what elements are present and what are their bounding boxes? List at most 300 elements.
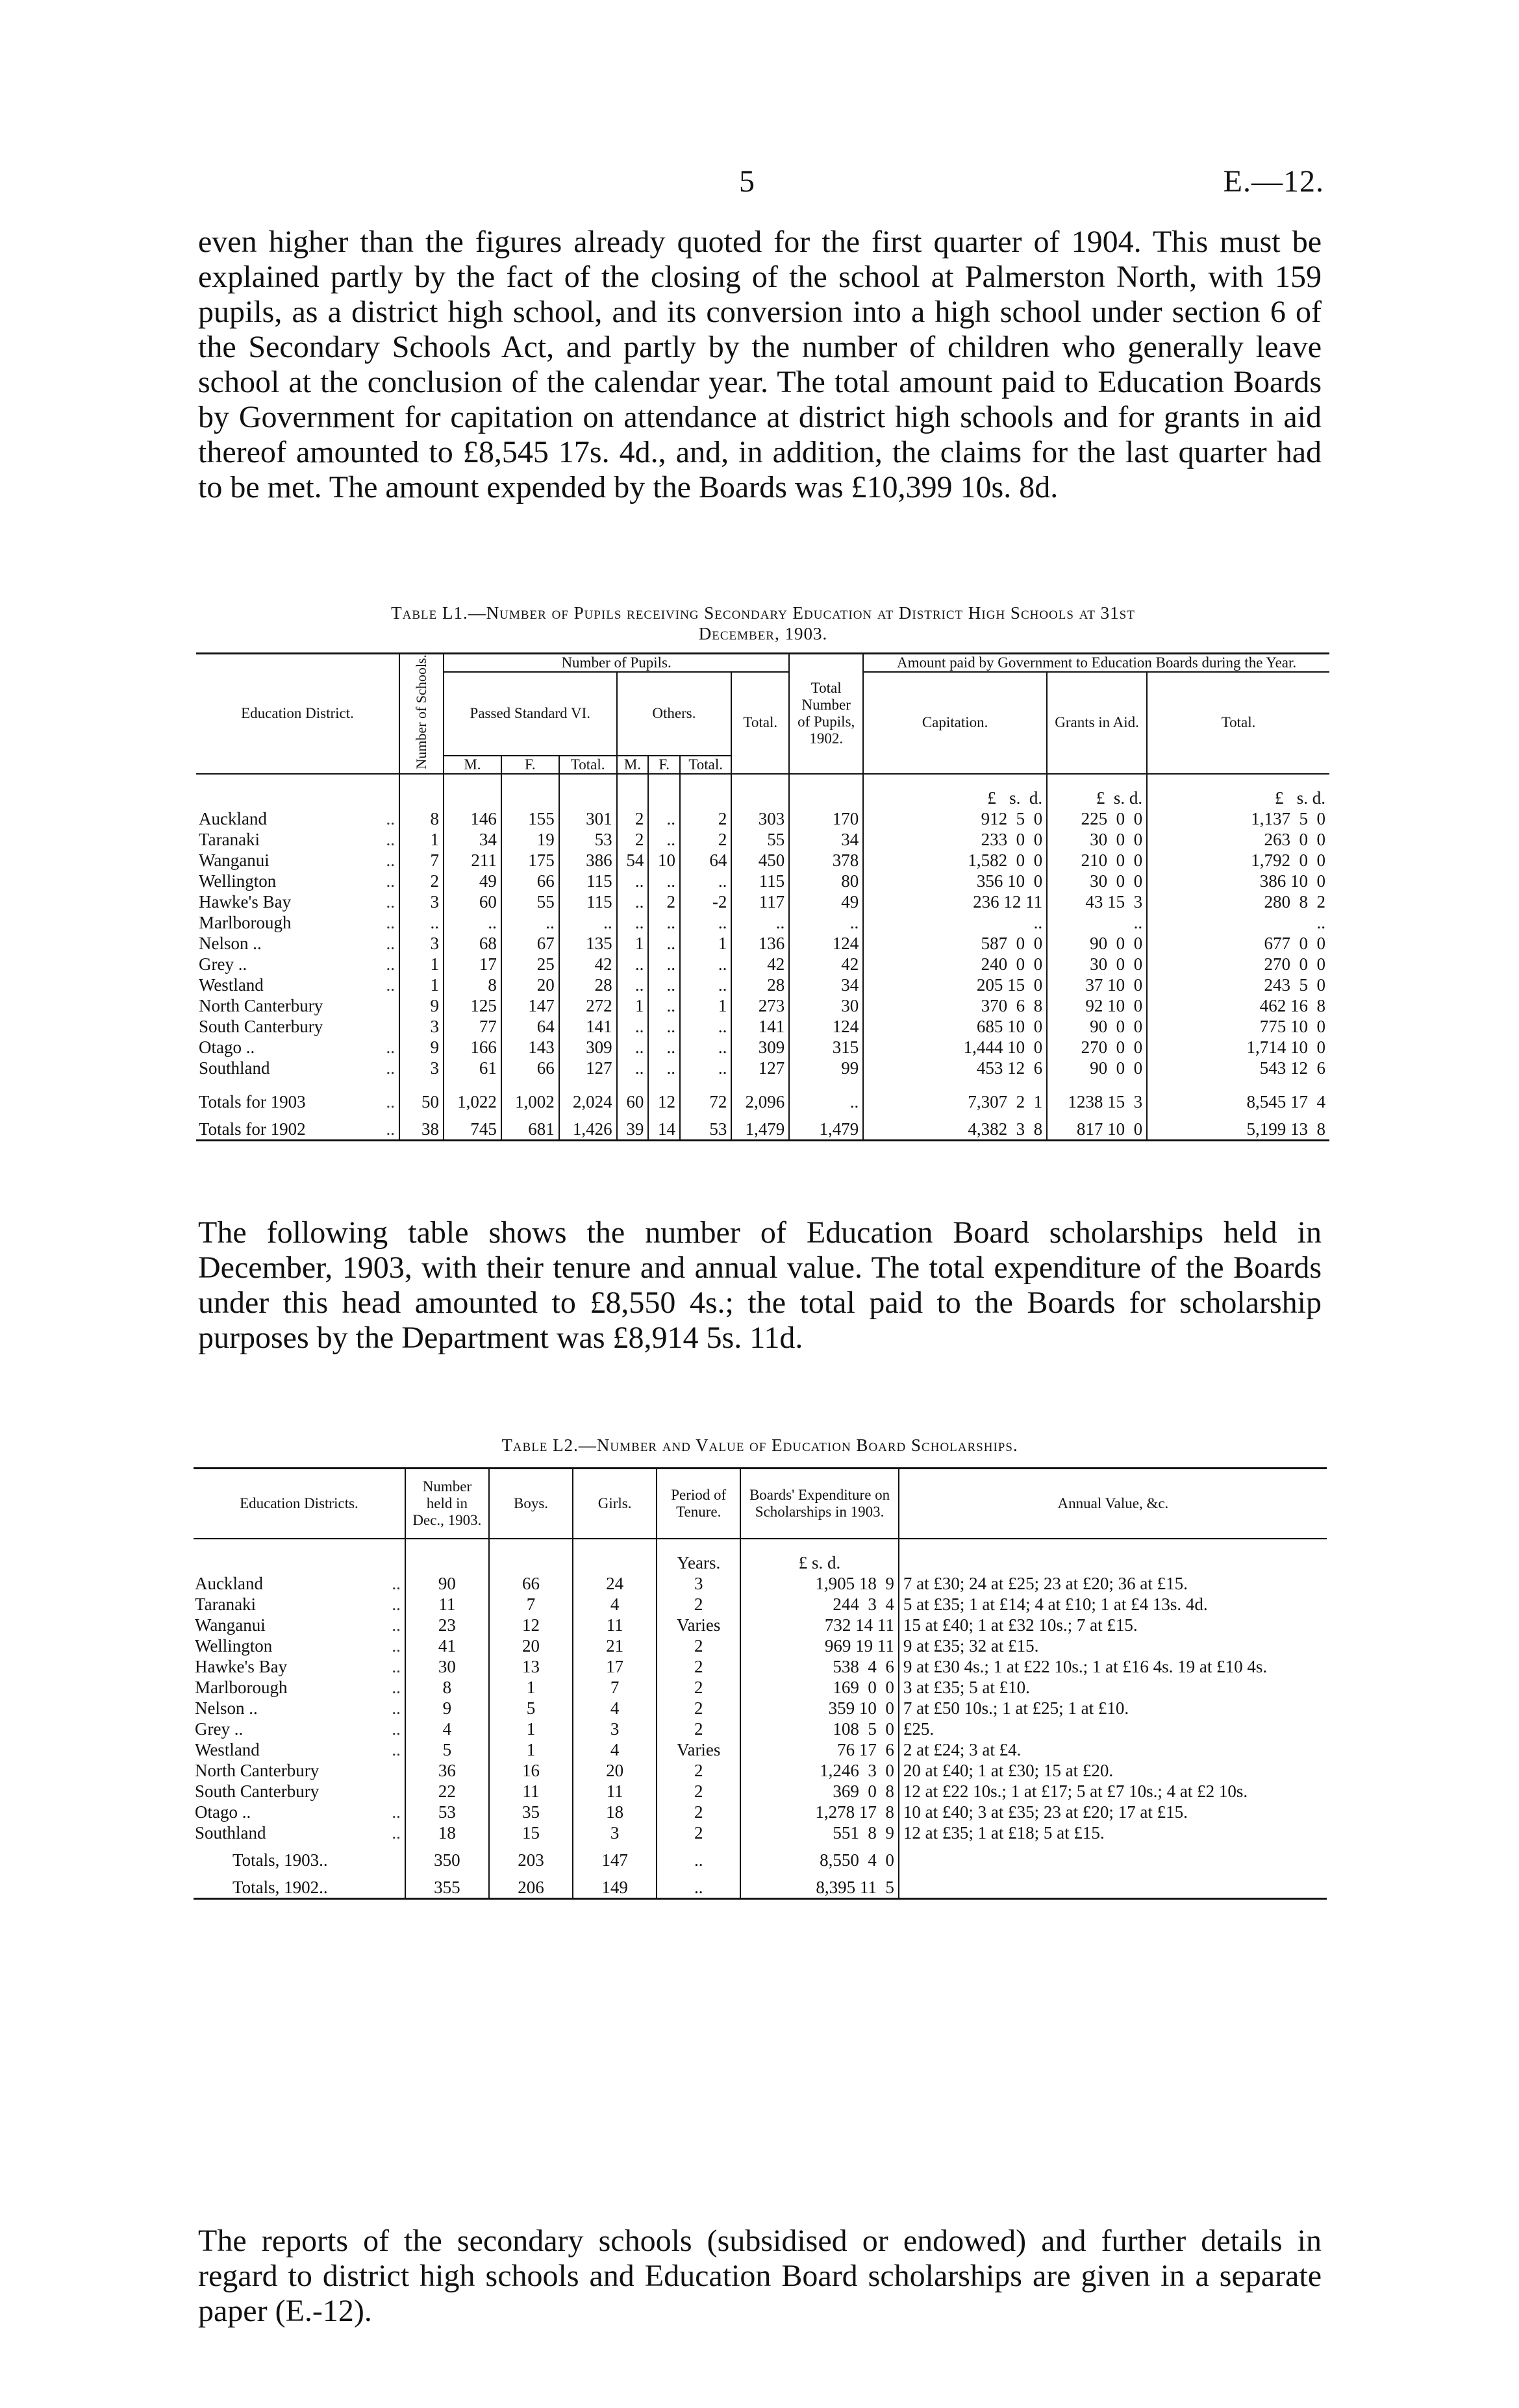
girls: 3	[573, 1719, 657, 1739]
annual-value: 12 at £35; 1 at £18; 5 at £15.	[899, 1822, 1327, 1843]
total: 141	[731, 1016, 789, 1037]
tenure: ..	[657, 1843, 740, 1870]
passed-m: 61	[444, 1058, 501, 1078]
col-number-of-pupils: Number of Pupils.	[444, 654, 789, 673]
others-m: 2	[617, 829, 649, 850]
passed-total: 2,024	[559, 1078, 617, 1112]
passed-m: 17	[444, 954, 501, 974]
number-held: 355	[405, 1870, 489, 1899]
col-number-held: Number held in Dec., 1903.	[405, 1469, 489, 1539]
total-1902: 30	[789, 995, 863, 1016]
passed-m: 745	[444, 1112, 501, 1141]
number-held: 11	[405, 1594, 489, 1615]
number-held: 22	[405, 1781, 489, 1802]
others-total: -2	[680, 891, 731, 912]
annual-value: 10 at £40; 3 at £35; 23 at £20; 17 at £15.	[899, 1802, 1327, 1822]
capitation: 4,382 3 8	[863, 1112, 1047, 1141]
passed-m: 166	[444, 1037, 501, 1058]
schools: 7	[399, 850, 444, 871]
units-years: Years.	[657, 1539, 740, 1573]
total: 1,479	[731, 1112, 789, 1141]
others-f: ..	[648, 974, 680, 995]
others-m: ..	[617, 1037, 649, 1058]
tenure: 2	[657, 1656, 740, 1677]
district-name: Southland ..	[199, 1058, 395, 1078]
col-annual-value: Annual Value, &c.	[899, 1469, 1327, 1539]
table-row	[196, 933, 1329, 954]
number-held: 18	[405, 1822, 489, 1843]
passed-total: 28	[559, 974, 617, 995]
tenure: 2	[657, 1760, 740, 1781]
col-number-of-schools: Number of Schools.	[399, 654, 444, 774]
district-name: Marlborough ..	[199, 912, 395, 932]
expenditure: 1,905 18 9	[740, 1573, 899, 1594]
passed-total: 127	[559, 1058, 617, 1078]
annual-value: 3 at £35; 5 at £10.	[899, 1677, 1327, 1698]
table-row	[194, 1843, 1327, 1870]
col-boards-expenditure: Boards' Expenditure on Scholarships in 1903.	[740, 1469, 899, 1539]
passed-f: 19	[501, 829, 559, 850]
girls: 4	[573, 1594, 657, 1615]
schools: 1	[399, 954, 444, 974]
number-held: 41	[405, 1635, 489, 1656]
col-boys: Boys.	[489, 1469, 573, 1539]
tenure: 2	[657, 1594, 740, 1615]
passed-m: 8	[444, 974, 501, 995]
schools: 3	[399, 933, 444, 954]
total: 309	[731, 1037, 789, 1058]
table-row	[194, 1870, 1327, 1899]
expenditure: 8,395 11 5	[740, 1870, 899, 1899]
others-f: ..	[648, 954, 680, 974]
boys: 35	[489, 1802, 573, 1822]
others-total: 72	[680, 1078, 731, 1112]
others-m: ..	[617, 954, 649, 974]
district-name: North Canterbury	[195, 1761, 320, 1780]
girls: 4	[573, 1698, 657, 1719]
table-l1-caption-line2: December, 1903.	[698, 624, 828, 643]
girls: 149	[573, 1870, 657, 1899]
total-1902: 378	[789, 850, 863, 871]
tenure: Varies	[657, 1615, 740, 1635]
grants-in-aid: ..	[1047, 912, 1147, 933]
amount-total: 270 0 0	[1147, 954, 1329, 974]
grants-in-aid: 30 0 0	[1047, 829, 1147, 850]
passed-total: 53	[559, 829, 617, 850]
paragraph-intro: even higher than the figures already quoted for the first quarter of 1904. This must be explained partly by the fact of the closing of the school at Palmerston North, with 159 pupils, as a district high school, and its conversion into a high school under section 6 of the Secondary Schools Act, and partly by the number of children who generally leave school at the conclusion of the calendar year. The total amount paid to Education Boards by Government for capitation on attendance at district high schools and for grants in aid thereof amounted to £8,545 17s. 4d., and, in addition, the claims for the last quarter had to be met. The amount expended by the Boards was £10,399 10s. 8d.	[198, 225, 1322, 504]
girls: 20	[573, 1760, 657, 1781]
others-m: 1	[617, 933, 649, 954]
capitation: 685 10 0	[863, 1016, 1047, 1037]
total-1902: 34	[789, 829, 863, 850]
others-f: 12	[648, 1078, 680, 1112]
passed-f: 143	[501, 1037, 559, 1058]
expenditure: 1,278 17 8	[740, 1802, 899, 1822]
grants-in-aid: 225 0 0	[1047, 808, 1147, 829]
grants-in-aid: 30 0 0	[1047, 871, 1147, 891]
expenditure: 538 4 6	[740, 1656, 899, 1677]
annual-value: 9 at £30 4s.; 1 at £22 10s.; 1 at £16 4s. 19 at £10 4s.	[899, 1656, 1327, 1677]
grants-in-aid: 270 0 0	[1047, 1037, 1147, 1058]
district-name: Grey .. ..	[199, 954, 395, 974]
total-1902: 170	[789, 808, 863, 829]
capitation: 912 5 0	[863, 808, 1047, 829]
others-total: ..	[680, 954, 731, 974]
tenure: Varies	[657, 1739, 740, 1760]
table-row	[194, 1739, 1327, 1760]
total-1902: 42	[789, 954, 863, 974]
passed-total: 301	[559, 808, 617, 829]
col-girls: Girls.	[573, 1469, 657, 1539]
capitation: 370 6 8	[863, 995, 1047, 1016]
schools: 9	[399, 995, 444, 1016]
district-name: Marlborough ..	[195, 1678, 401, 1697]
table-l1	[196, 652, 1329, 1141]
district-name: Otago .. ..	[199, 1037, 395, 1057]
others-m: ..	[617, 1016, 649, 1037]
expenditure: 76 17 6	[740, 1739, 899, 1760]
passed-total: 1,426	[559, 1112, 617, 1141]
grants-in-aid: 817 10 0	[1047, 1112, 1147, 1141]
others-total: ..	[680, 1037, 731, 1058]
schools: 3	[399, 891, 444, 912]
passed-m: 34	[444, 829, 501, 850]
tenure: 2	[657, 1698, 740, 1719]
annual-value	[899, 1843, 1327, 1870]
total: 115	[731, 871, 789, 891]
capitation: 233 0 0	[863, 829, 1047, 850]
units-money: £ s. d.	[740, 1539, 899, 1573]
expenditure: 359 10 0	[740, 1698, 899, 1719]
passed-f: 64	[501, 1016, 559, 1037]
passed-m: 211	[444, 850, 501, 871]
capitation: 587 0 0	[863, 933, 1047, 954]
table-l2-caption: Table L2.—Number and Value of Education Board Scholarships.	[501, 1435, 1018, 1455]
table-row	[196, 974, 1329, 995]
amount-total: 5,199 13 8	[1147, 1112, 1329, 1141]
table-row	[196, 1078, 1329, 1112]
capitation: 240 0 0	[863, 954, 1047, 974]
others-f: ..	[648, 995, 680, 1016]
annual-value: 2 at £24; 3 at £4.	[899, 1739, 1327, 1760]
expenditure: 969 19 11	[740, 1635, 899, 1656]
total-1902: 124	[789, 933, 863, 954]
col-total-pupils: Total.	[731, 672, 789, 774]
table-l2	[194, 1467, 1327, 1900]
amount-total: 543 12 6	[1147, 1058, 1329, 1078]
total: 303	[731, 808, 789, 829]
passed-total: 141	[559, 1016, 617, 1037]
passed-f: 175	[501, 850, 559, 871]
district-name: Wellington ..	[195, 1636, 401, 1656]
district-name: Westland ..	[195, 1740, 401, 1759]
district-name: South Canterbury	[195, 1781, 320, 1801]
capitation: 1,582 0 0	[863, 850, 1047, 871]
total: 136	[731, 933, 789, 954]
others-f: ..	[648, 829, 680, 850]
grants-in-aid: 1238 15 3	[1047, 1078, 1147, 1112]
number-held: 350	[405, 1843, 489, 1870]
amount-total: 677 0 0	[1147, 933, 1329, 954]
grants-in-aid: 30 0 0	[1047, 954, 1147, 974]
number-held: 4	[405, 1719, 489, 1739]
table-row	[196, 891, 1329, 912]
schools: ..	[399, 912, 444, 933]
capitation: ..	[863, 912, 1047, 933]
girls: 18	[573, 1802, 657, 1822]
expenditure: 551 8 9	[740, 1822, 899, 1843]
total: 273	[731, 995, 789, 1016]
tenure: 2	[657, 1677, 740, 1698]
others-m: ..	[617, 912, 649, 933]
table-row	[196, 808, 1329, 829]
table-row	[196, 850, 1329, 871]
expenditure: 169 0 0	[740, 1677, 899, 1698]
total: 42	[731, 954, 789, 974]
total-1902: 1,479	[789, 1112, 863, 1141]
schools: 50	[399, 1078, 444, 1112]
units-row	[194, 1539, 1327, 1573]
boys: 66	[489, 1573, 573, 1594]
number-held: 36	[405, 1760, 489, 1781]
annual-value: 7 at £50 10s.; 1 at £25; 1 at £10.	[899, 1698, 1327, 1719]
number-held: 9	[405, 1698, 489, 1719]
grants-in-aid: 43 15 3	[1047, 891, 1147, 912]
others-f: ..	[648, 808, 680, 829]
annual-value	[899, 1870, 1327, 1899]
passed-f: 66	[501, 1058, 559, 1078]
others-total: 1	[680, 933, 731, 954]
others-total: ..	[680, 1058, 731, 1078]
units-total: £ s. d.	[1147, 774, 1329, 808]
others-total: 64	[680, 850, 731, 871]
others-m: ..	[617, 974, 649, 995]
schools: 9	[399, 1037, 444, 1058]
table-row	[194, 1822, 1327, 1843]
total-1902: 124	[789, 1016, 863, 1037]
district-name: South Canterbury	[199, 1016, 323, 1036]
annual-value: 12 at £22 10s.; 1 at £17; 5 at £7 10s.; 4 at £2 10s.	[899, 1781, 1327, 1802]
others-m: ..	[617, 871, 649, 891]
col-education-districts: Education Districts.	[194, 1469, 405, 1539]
boys: 11	[489, 1781, 573, 1802]
tenure: 2	[657, 1719, 740, 1739]
district-name: Westland ..	[199, 974, 395, 995]
page-number: 5	[739, 164, 755, 199]
district-name: Totals, 1903..	[232, 1850, 328, 1870]
table-row	[196, 912, 1329, 933]
total: 55	[731, 829, 789, 850]
boys: 16	[489, 1760, 573, 1781]
grants-in-aid: 90 0 0	[1047, 1058, 1147, 1078]
number-held: 53	[405, 1802, 489, 1822]
girls: 24	[573, 1573, 657, 1594]
passed-m: ..	[444, 912, 501, 933]
table-row	[194, 1573, 1327, 1594]
annual-value: £25.	[899, 1719, 1327, 1739]
passed-f: 147	[501, 995, 559, 1016]
others-f: ..	[648, 1058, 680, 1078]
district-name: Nelson .. ..	[195, 1698, 401, 1718]
number-held: 30	[405, 1656, 489, 1677]
others-total: ..	[680, 912, 731, 933]
district-name: Grey .. ..	[195, 1719, 401, 1739]
capitation: 236 12 11	[863, 891, 1047, 912]
others-f: ..	[648, 912, 680, 933]
schools: 1	[399, 829, 444, 850]
capitation: 356 10 0	[863, 871, 1047, 891]
total-1902: ..	[789, 1078, 863, 1112]
amount-total: ..	[1147, 912, 1329, 933]
amount-total: 8,545 17 4	[1147, 1078, 1329, 1112]
others-total: 53	[680, 1112, 731, 1141]
passed-total: 42	[559, 954, 617, 974]
col-capitation: Capitation.	[863, 672, 1047, 774]
col-period-of-tenure: Period of Tenure.	[657, 1469, 740, 1539]
schools: 38	[399, 1112, 444, 1141]
boys: 12	[489, 1615, 573, 1635]
table-row	[194, 1760, 1327, 1781]
others-m: 2	[617, 808, 649, 829]
girls: 21	[573, 1635, 657, 1656]
number-held: 23	[405, 1615, 489, 1635]
total: ..	[731, 912, 789, 933]
number-held: 5	[405, 1739, 489, 1760]
district-name: Nelson .. ..	[199, 933, 395, 953]
col-others-m: M.	[617, 756, 649, 774]
amount-total: 280 8 2	[1147, 891, 1329, 912]
table-row	[194, 1635, 1327, 1656]
schools: 8	[399, 808, 444, 829]
passed-m: 77	[444, 1016, 501, 1037]
schools: 3	[399, 1016, 444, 1037]
district-name: Southland ..	[195, 1823, 401, 1843]
document-code: E.—12.	[1223, 164, 1324, 199]
passed-f: 67	[501, 933, 559, 954]
girls: 17	[573, 1656, 657, 1677]
table-row	[196, 871, 1329, 891]
total-1902: 99	[789, 1058, 863, 1078]
boys: 1	[489, 1677, 573, 1698]
district-name: Auckland ..	[199, 808, 395, 828]
district-name: Otago .. ..	[195, 1802, 401, 1822]
passed-m: 49	[444, 871, 501, 891]
others-m: ..	[617, 1058, 649, 1078]
passed-m: 1,022	[444, 1078, 501, 1112]
total: 2,096	[731, 1078, 789, 1112]
table-row	[196, 829, 1329, 850]
total: 127	[731, 1058, 789, 1078]
page-header	[0, 164, 1519, 209]
others-m: 60	[617, 1078, 649, 1112]
col-passed-f: F.	[501, 756, 559, 774]
total: 117	[731, 891, 789, 912]
total: 28	[731, 974, 789, 995]
boys: 5	[489, 1698, 573, 1719]
others-f: 2	[648, 891, 680, 912]
table-row	[196, 1037, 1329, 1058]
total: 450	[731, 850, 789, 871]
girls: 3	[573, 1822, 657, 1843]
col-amount-total: Total.	[1147, 672, 1329, 774]
tenure: 2	[657, 1822, 740, 1843]
col-amount-paid: Amount paid by Government to Education Boards during the Year.	[863, 654, 1329, 673]
boys: 203	[489, 1843, 573, 1870]
table-row	[194, 1802, 1327, 1822]
col-others-f: F.	[648, 756, 680, 774]
col-education-district: Education District.	[196, 654, 399, 774]
schools: 1	[399, 974, 444, 995]
others-total: ..	[680, 871, 731, 891]
schools: 2	[399, 871, 444, 891]
district-name: Wellington ..	[199, 871, 395, 891]
table-row	[194, 1615, 1327, 1635]
paragraph-reports: The reports of the secondary schools (subsidised or endowed) and further details in regard to district high schools and Education Board scholarships are given in a separate paper (E.-12).	[198, 2224, 1322, 2328]
annual-value: 7 at £30; 24 at £25; 23 at £20; 36 at £15.	[899, 1573, 1327, 1594]
girls: 7	[573, 1677, 657, 1698]
table-row	[196, 1058, 1329, 1078]
others-f: ..	[648, 1016, 680, 1037]
passed-total: 272	[559, 995, 617, 1016]
table-row	[194, 1781, 1327, 1802]
expenditure: 8,550 4 0	[740, 1843, 899, 1870]
table-l2-body	[194, 1539, 1327, 1899]
total-1902: 315	[789, 1037, 863, 1058]
grants-in-aid: 37 10 0	[1047, 974, 1147, 995]
table-l1-caption-line1: Table L1.—Number of Pupils receiving Secondary Education at District High Schools at 31st	[391, 603, 1135, 623]
table-row	[194, 1656, 1327, 1677]
others-f: ..	[648, 933, 680, 954]
units-grants: £ s. d.	[1047, 774, 1147, 808]
passed-f: 25	[501, 954, 559, 974]
passed-total: 115	[559, 891, 617, 912]
others-total: 2	[680, 829, 731, 850]
amount-total: 775 10 0	[1147, 1016, 1329, 1037]
girls: 11	[573, 1781, 657, 1802]
tenure: 2	[657, 1781, 740, 1802]
amount-total: 243 5 0	[1147, 974, 1329, 995]
passed-total: ..	[559, 912, 617, 933]
grants-in-aid: 210 0 0	[1047, 850, 1147, 871]
capitation: 7,307 2 1	[863, 1078, 1047, 1112]
units-row	[196, 774, 1329, 808]
district-name: Taranaki ..	[195, 1595, 401, 1614]
capitation: 205 15 0	[863, 974, 1047, 995]
tenure: 2	[657, 1802, 740, 1822]
total-1902: 49	[789, 891, 863, 912]
passed-m: 60	[444, 891, 501, 912]
boys: 1	[489, 1739, 573, 1760]
amount-total: 1,137 5 0	[1147, 808, 1329, 829]
others-m: 54	[617, 850, 649, 871]
tenure: ..	[657, 1870, 740, 1899]
others-total: 2	[680, 808, 731, 829]
district-name: Wanganui ..	[195, 1615, 401, 1635]
passed-f: ..	[501, 912, 559, 933]
capitation: 453 12 6	[863, 1058, 1047, 1078]
passed-m: 146	[444, 808, 501, 829]
table-row	[194, 1698, 1327, 1719]
amount-total: 1,792 0 0	[1147, 850, 1329, 871]
passed-f: 20	[501, 974, 559, 995]
others-f: ..	[648, 871, 680, 891]
total-1902: 34	[789, 974, 863, 995]
col-passed-standard-vi: Passed Standard VI.	[444, 672, 617, 756]
col-others-total: Total.	[680, 756, 731, 774]
district-name: Taranaki ..	[199, 829, 395, 849]
grants-in-aid: 90 0 0	[1047, 1016, 1147, 1037]
expenditure: 244 3 4	[740, 1594, 899, 1615]
